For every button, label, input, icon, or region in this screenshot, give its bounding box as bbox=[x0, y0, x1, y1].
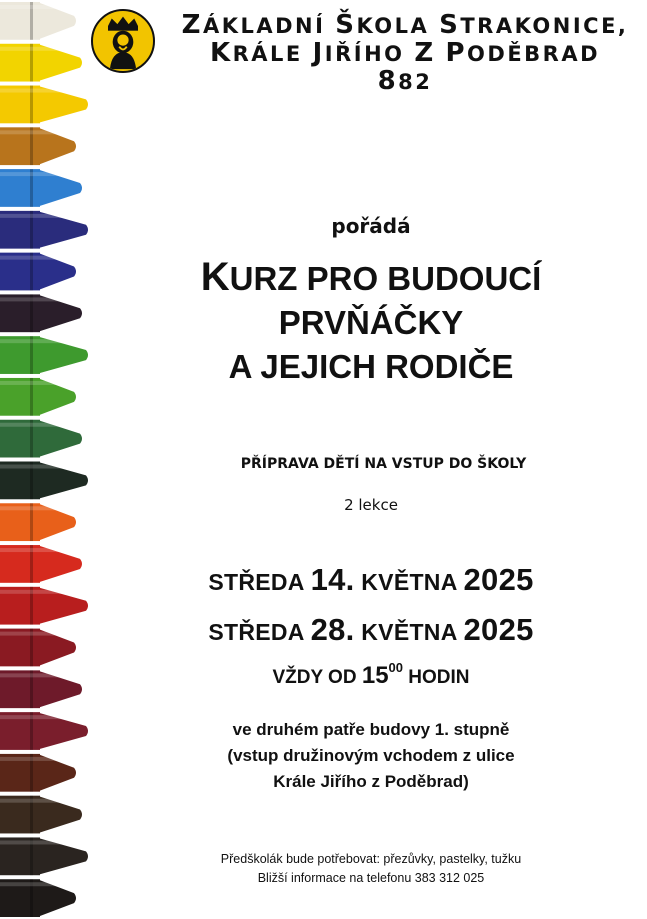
crayon bbox=[0, 336, 88, 374]
title-line1: KURZ PRO BUDOUCÍ bbox=[200, 255, 542, 299]
school-name-line1 bbox=[180, 12, 630, 40]
date-2: STŘEDA 28. KVĚTNA 2025 bbox=[208, 612, 534, 647]
crayon bbox=[0, 796, 82, 834]
crayon bbox=[0, 44, 82, 82]
course-subtitle: PŘÍPRAVA DĚTÍ NA VSTUP DO ŠKOLY bbox=[240, 456, 527, 472]
crayon bbox=[0, 378, 76, 416]
crayon bbox=[0, 837, 88, 875]
school-name-text-2: KRÁLE JIŘÍHO Z PODĚBRAD 882 bbox=[209, 38, 601, 96]
school-name bbox=[180, 12, 630, 96]
crayon bbox=[0, 253, 76, 291]
course-title bbox=[95, 255, 647, 389]
crayon bbox=[0, 2, 76, 40]
crayon bbox=[0, 670, 82, 708]
location-line3: Krále Jiřího z Poděbrad) bbox=[273, 772, 469, 791]
crayon bbox=[0, 754, 76, 792]
crayon bbox=[0, 545, 82, 583]
crayon bbox=[0, 127, 76, 165]
crayon bbox=[0, 420, 82, 458]
crayon bbox=[0, 712, 88, 750]
intro-text: pořádá bbox=[331, 214, 411, 238]
location-line1: ve druhém patře budovy 1. stupně bbox=[232, 720, 510, 739]
crayon-border bbox=[0, 0, 95, 919]
date-1: STŘEDA 14. KVĚTNA 2025 bbox=[208, 562, 534, 597]
crayon bbox=[0, 629, 76, 667]
location-line2: (vstup družinovým vchodem z ulice bbox=[227, 746, 515, 765]
location bbox=[95, 717, 647, 795]
crayon bbox=[0, 462, 88, 500]
title-line3: A JEJICH RODIČE bbox=[228, 348, 514, 385]
contact-text: Bližší informace na telefonu 383 312 025 bbox=[257, 871, 485, 885]
school-name-text-1: ZÁKLADNÍ ŠKOLA STRAKONICE, bbox=[181, 10, 629, 40]
title-line2: PRVŇÁČKY bbox=[278, 304, 464, 341]
crayon bbox=[0, 211, 88, 249]
crayon bbox=[0, 169, 82, 207]
crayon bbox=[0, 587, 88, 625]
crayon bbox=[0, 503, 76, 541]
start-time: VŽDY OD $15^{00}$ HODIN bbox=[272, 660, 470, 689]
needs-text: Předškolák bude potřebovat: přezůvky, pastelky, tužku bbox=[220, 852, 522, 866]
school-logo bbox=[91, 9, 155, 73]
school-name-line2 bbox=[180, 40, 630, 96]
crayon bbox=[0, 294, 82, 332]
lessons-count: 2 lekce bbox=[344, 496, 398, 514]
crayon bbox=[0, 879, 76, 917]
footer-info bbox=[95, 850, 647, 888]
king-emblem-icon bbox=[93, 11, 153, 71]
crayon bbox=[0, 86, 88, 124]
